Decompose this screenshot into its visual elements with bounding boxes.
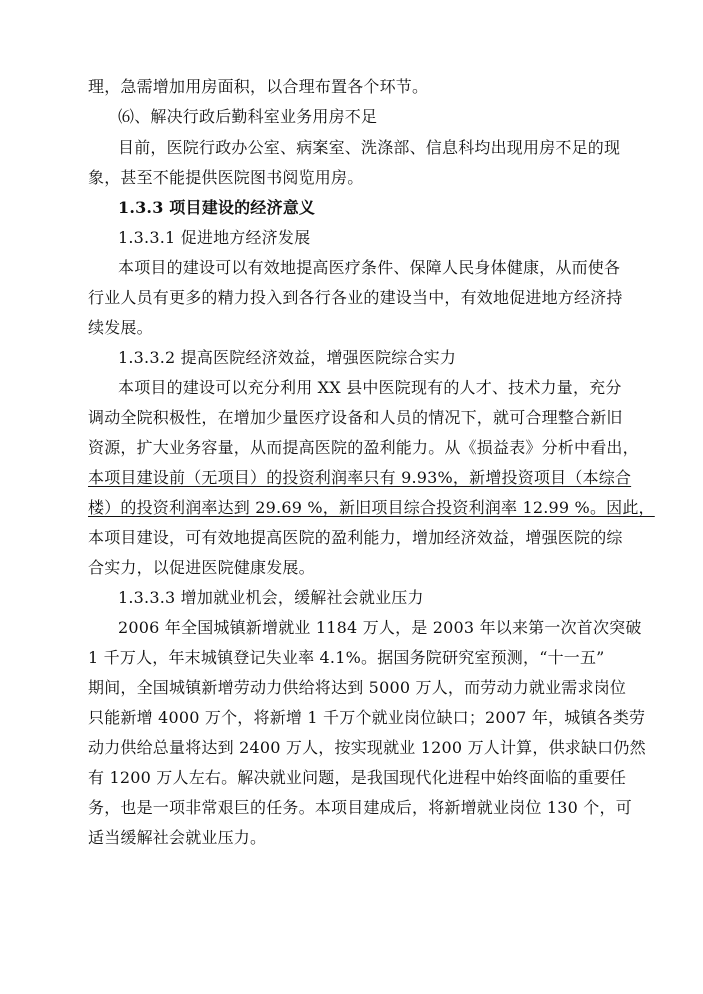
paragraph-line-8: 调动全院积极性，在增加少量医疗设备和人员的情况下，就可合理整合新旧 — [88, 408, 623, 427]
underlined-line-2: 楼）的投资利润率达到 29.69 %，新旧项目综合投资利润率 12.99 %。因此， — [88, 498, 655, 517]
section-heading: 1.3.3 项目建设的经济意义 — [118, 198, 316, 217]
paragraph-line-1: 理，急需增加用房面积，以合理布置各个环节。 — [88, 77, 429, 96]
paragraph-line-10: 本项目建设，可有效地提高医院的盈利能力，增加经济效益，增强医院的综 — [88, 528, 623, 547]
paragraph-line-5: 行业人员有更多的精力投入到各行各业的建设当中，有效地促进地方经济持 — [88, 288, 623, 307]
paragraph-line-9: 资源，扩大业务容量，从而提高医院的盈利能力。从《损益表》分析中看出， — [88, 438, 639, 457]
paragraph-line-16: 动力供给总量将达到 2400 万人，按实现就业 1200 万人计算，供求缺口仍然 — [88, 738, 646, 757]
paragraph-line-12: 2006 年全国城镇新增就业 1184 万人，是 2003 年以来第一次首次突破 — [118, 618, 642, 637]
underlined-line-1: 本项目建设前（无项目）的投资利润率只有 9.93%，新增投资项目（本综合 — [88, 468, 632, 487]
list-item-line: ⑹、解决行政后勤科室业务用房不足 — [118, 107, 378, 126]
paragraph-line-4: 本项目的建设可以有效地提高医疗条件、保障人民身体健康，从而使各 — [118, 258, 621, 277]
subsection-heading-3: 1.3.3.3 增加就业机会，缓解社会就业压力 — [118, 588, 424, 607]
paragraph-line-18: 务，也是一项非常艰巨的任务。本项目建成后，将新增就业岗位 130 个，可 — [88, 798, 632, 817]
paragraph-line-3: 象，甚至不能提供医院图书阅览用房。 — [88, 168, 364, 187]
paragraph-line-2: 目前，医院行政办公室、病案室、洗涤部、信息科均出现用房不足的现 — [118, 138, 621, 157]
paragraph-line-15: 只能新增 4000 万个，将新增 1 千万个就业岗位缺口；2007 年，城镇各类劳 — [88, 708, 646, 727]
paragraph-line-7: 本项目的建设可以充分利用 XX 县中医院现有的人才、技术力量，充分 — [118, 378, 622, 397]
paragraph-line-13: 1 千万人，年末城镇登记失业率 4.1%。据国务院研究室预测，“十一五” — [88, 648, 605, 667]
paragraph-line-17: 有 1200 万人左右。解决就业问题，是我国现代化进程中始终面临的重要任 — [88, 768, 627, 787]
paragraph-line-14: 期间，全国城镇新增劳动力供给将达到 5000 万人，而劳动力就业需求岗位 — [88, 678, 627, 697]
subsection-heading-2: 1.3.3.2 提高医院经济效益，增强医院综合实力 — [118, 348, 457, 367]
paragraph-line-6: 续发展。 — [88, 318, 153, 337]
paragraph-line-19: 适当缓解社会就业压力。 — [88, 828, 267, 847]
subsection-heading-1: 1.3.3.1 促进地方经济发展 — [118, 228, 311, 247]
paragraph-line-11: 合实力，以促进医院健康发展。 — [88, 558, 315, 577]
